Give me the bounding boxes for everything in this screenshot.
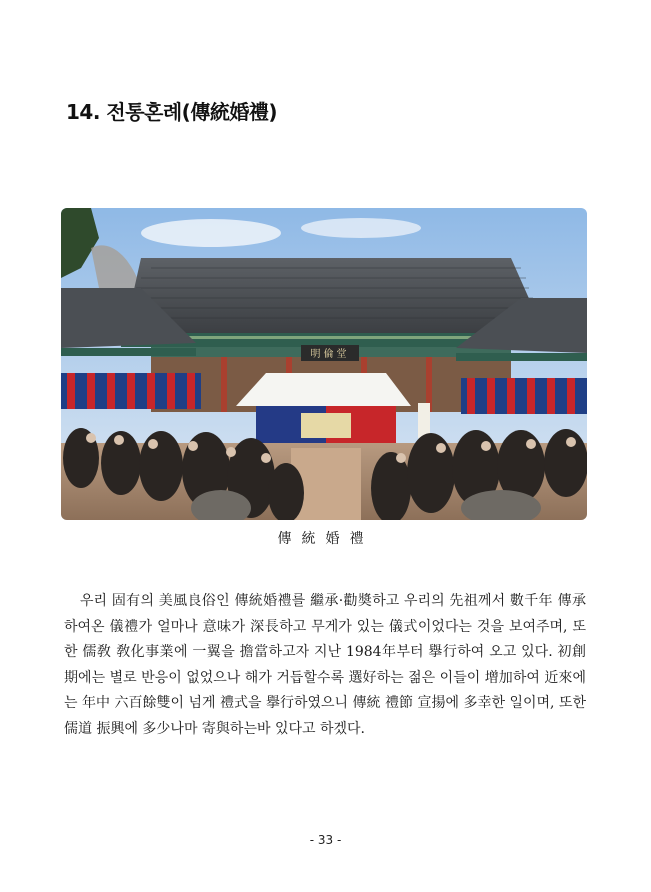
page-number: - 33 - — [309, 833, 342, 847]
body-paragraph: 우리 固有의 美風良俗인 傳統婚禮를 繼承·勸奬하고 우리의 先祖께서 數千年 傳承하여온 儀禮가 얼마나 意味가 深長하고 무게가 있는 儀式이었다는 것을 보여주며, 또한 儒敎 敎化事業에 一翼을 擔當하고자 지난 1984年부터 擧行하여 오고 있다. 初創期에는 별로 반응이 없었으나 해가 거듭할수록 選好하는 젊은 이들이 增加하여 近來에는 年中 六百餘雙이 넘게 禮式을 擧行하였으니 傳統 禮節 宣揚에 多幸한 일이며, 또한 儒道 振興에 多少나마 寄與하는바 있다고 하겠다. — [64, 593, 586, 737]
wedding-ceremony-photo — [61, 208, 587, 520]
body-text — [64, 589, 586, 743]
hall-signboard: 明倫堂 — [310, 349, 350, 360]
photo-illustration — [61, 208, 587, 520]
photo-caption: 傳統婚禮 — [277, 531, 374, 547]
section-heading: 14. 전통혼례(傳統婚禮) — [66, 100, 277, 124]
